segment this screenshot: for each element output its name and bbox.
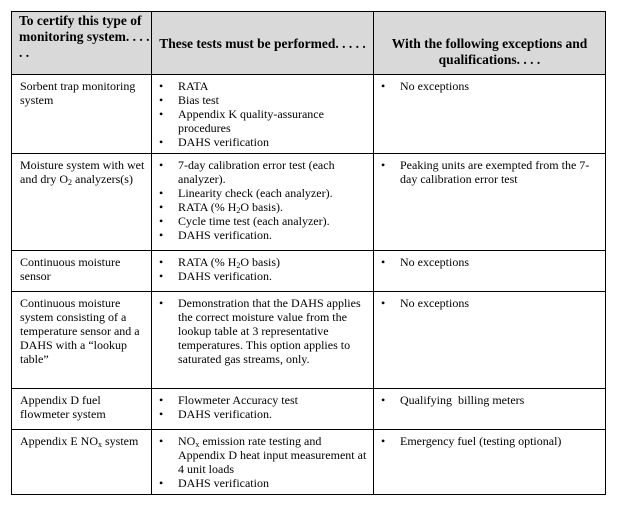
exception-text: Emergency fuel (testing optional) <box>400 434 562 448</box>
bullet-icon: • <box>381 434 386 448</box>
tests-list <box>152 75 373 153</box>
tests-cell <box>152 389 374 430</box>
list-item <box>152 255 367 269</box>
test-text-part: RATA (% H <box>178 255 237 269</box>
bullet-icon: • <box>381 255 386 269</box>
exceptions-list <box>374 154 605 190</box>
system-name: Sorbent trap monitoring system <box>20 79 136 107</box>
system-name-part: analyzers(s) <box>72 172 133 186</box>
header-exceptions <box>374 12 606 75</box>
list-item <box>152 407 367 421</box>
test-text: Linearity check (each analyzer). <box>178 186 333 200</box>
header-tests-text: These tests must be performed. . . . . <box>159 36 366 51</box>
system-cell <box>12 430 152 495</box>
test-text-part: emission rate testing and Appendix D heat input measurement at 4 unit loads <box>178 434 367 476</box>
system-cell <box>12 154 152 251</box>
exceptions-list <box>374 389 605 411</box>
list-item <box>374 434 599 448</box>
exception-text: Peaking units are exempted from the 7-day calibration error test <box>400 158 590 186</box>
bullet-icon: • <box>159 269 164 283</box>
bullet-icon: • <box>159 228 164 242</box>
tests-list <box>152 292 373 370</box>
test-text: DAHS verification. <box>178 228 272 242</box>
list-item <box>374 79 599 93</box>
exception-text: No exceptions <box>400 296 469 310</box>
bullet-icon: • <box>159 107 164 121</box>
list-item <box>152 107 367 135</box>
bullet-icon: • <box>381 393 386 407</box>
exceptions-list <box>374 75 605 97</box>
exception-text: No exceptions <box>400 79 469 93</box>
system-cell <box>12 292 152 389</box>
tests-cell <box>152 251 374 292</box>
test-text: DAHS verification <box>178 476 269 490</box>
table-row <box>12 251 606 292</box>
tests-cell <box>152 75 374 154</box>
tests-list <box>152 430 373 494</box>
list-item <box>152 393 367 407</box>
exceptions-list <box>374 292 605 314</box>
test-text: DAHS verification. <box>178 269 272 283</box>
test-text-part: O basis) <box>240 255 281 269</box>
list-item <box>374 255 599 269</box>
bullet-icon: • <box>159 214 164 228</box>
bullet-icon: • <box>159 393 164 407</box>
exceptions-list <box>374 430 605 452</box>
tests-cell <box>152 292 374 389</box>
test-text <box>178 255 280 269</box>
header-tests <box>152 12 374 75</box>
system-cell <box>12 251 152 292</box>
exceptions-cell <box>374 292 606 389</box>
subscript: 2 <box>236 206 241 215</box>
bullet-icon: • <box>381 296 386 310</box>
list-item <box>152 93 367 107</box>
test-text-part: O basis). <box>240 200 284 214</box>
header-exceptions-text: With the following exceptions and qualifications. . . . <box>391 36 588 67</box>
test-text: Flowmeter Accuracy test <box>178 393 298 407</box>
system-name-part: Moisture system with wet and dry O <box>20 158 145 186</box>
list-item <box>374 393 599 407</box>
list-item <box>152 186 367 200</box>
certification-table <box>11 11 606 495</box>
header-row <box>12 12 606 75</box>
list-item <box>152 135 367 149</box>
list-item <box>152 228 367 242</box>
bullet-icon: • <box>159 93 164 107</box>
list-item <box>152 296 367 366</box>
test-text-part: NO <box>178 434 196 448</box>
subscript: x <box>195 440 200 449</box>
table-row <box>12 430 606 495</box>
list-item <box>152 200 367 214</box>
bullet-icon: • <box>159 200 164 214</box>
list-item <box>152 269 367 283</box>
system-name: Appendix D fuel flowmeter system <box>20 393 106 421</box>
bullet-icon: • <box>159 79 164 93</box>
bullet-icon: • <box>159 255 164 269</box>
test-text: 7-day calibration error test (each analyzer). <box>178 158 335 186</box>
list-item <box>152 79 367 93</box>
test-text: RATA <box>178 79 209 93</box>
exceptions-list <box>374 251 605 273</box>
header-system-type-text: To certify this type of monitoring system. . . . . . <box>19 13 150 60</box>
test-text: Bias test <box>178 93 219 107</box>
system-cell <box>12 75 152 154</box>
exception-text: No exceptions <box>400 255 469 269</box>
test-text: DAHS verification. <box>178 407 272 421</box>
list-item <box>152 476 367 490</box>
table-row <box>12 75 606 154</box>
bullet-icon: • <box>159 158 164 172</box>
list-item <box>152 434 367 476</box>
bullet-icon: • <box>159 296 164 310</box>
test-text <box>178 200 283 214</box>
table-row <box>12 292 606 389</box>
bullet-icon: • <box>381 79 386 93</box>
exceptions-cell <box>374 389 606 430</box>
bullet-icon: • <box>159 407 164 421</box>
table-row <box>12 154 606 251</box>
system-name <box>12 154 151 190</box>
system-cell <box>12 389 152 430</box>
system-name-part: system <box>102 434 139 448</box>
exception-text: Qualifying billing meters <box>400 393 525 407</box>
test-text: Demonstration that the DAHS applies the correct moisture value from the lookup table at 3 representative temperatures. This option applies to saturated gas streams, only. <box>178 296 361 366</box>
exceptions-cell <box>374 430 606 495</box>
bullet-icon: • <box>159 135 164 149</box>
exceptions-cell <box>374 154 606 251</box>
list-item <box>374 296 599 310</box>
subscript: 2 <box>68 178 72 187</box>
list-item <box>152 214 367 228</box>
system-name: Continuous moisture sensor <box>20 255 121 283</box>
test-text: Appendix K quality-assurance procedures <box>178 107 324 135</box>
bullet-icon: • <box>159 434 164 448</box>
test-text: DAHS verification <box>178 135 269 149</box>
exceptions-cell <box>374 75 606 154</box>
bullet-icon: • <box>381 158 386 172</box>
tests-cell <box>152 154 374 251</box>
test-text: Cycle time test (each analyzer). <box>178 214 330 228</box>
bullet-icon: • <box>159 476 164 490</box>
tests-list <box>152 251 373 287</box>
subscript: 2 <box>236 261 241 270</box>
test-text-part: RATA (% H <box>178 200 237 214</box>
system-name <box>12 430 151 452</box>
subscript: x <box>98 440 102 449</box>
tests-cell <box>152 430 374 495</box>
header-system-type <box>12 12 152 75</box>
table-row <box>12 389 606 430</box>
bullet-icon: • <box>159 186 164 200</box>
list-item <box>374 158 599 186</box>
exceptions-cell <box>374 251 606 292</box>
tests-list <box>152 154 373 246</box>
test-text <box>178 434 366 476</box>
system-name-part: Appendix E NO <box>20 434 98 448</box>
list-item <box>152 158 367 186</box>
system-name: Continuous moisture system consisting of a temperature sensor and a DAHS with a “lookup table” <box>20 296 140 366</box>
tests-list <box>152 389 373 425</box>
